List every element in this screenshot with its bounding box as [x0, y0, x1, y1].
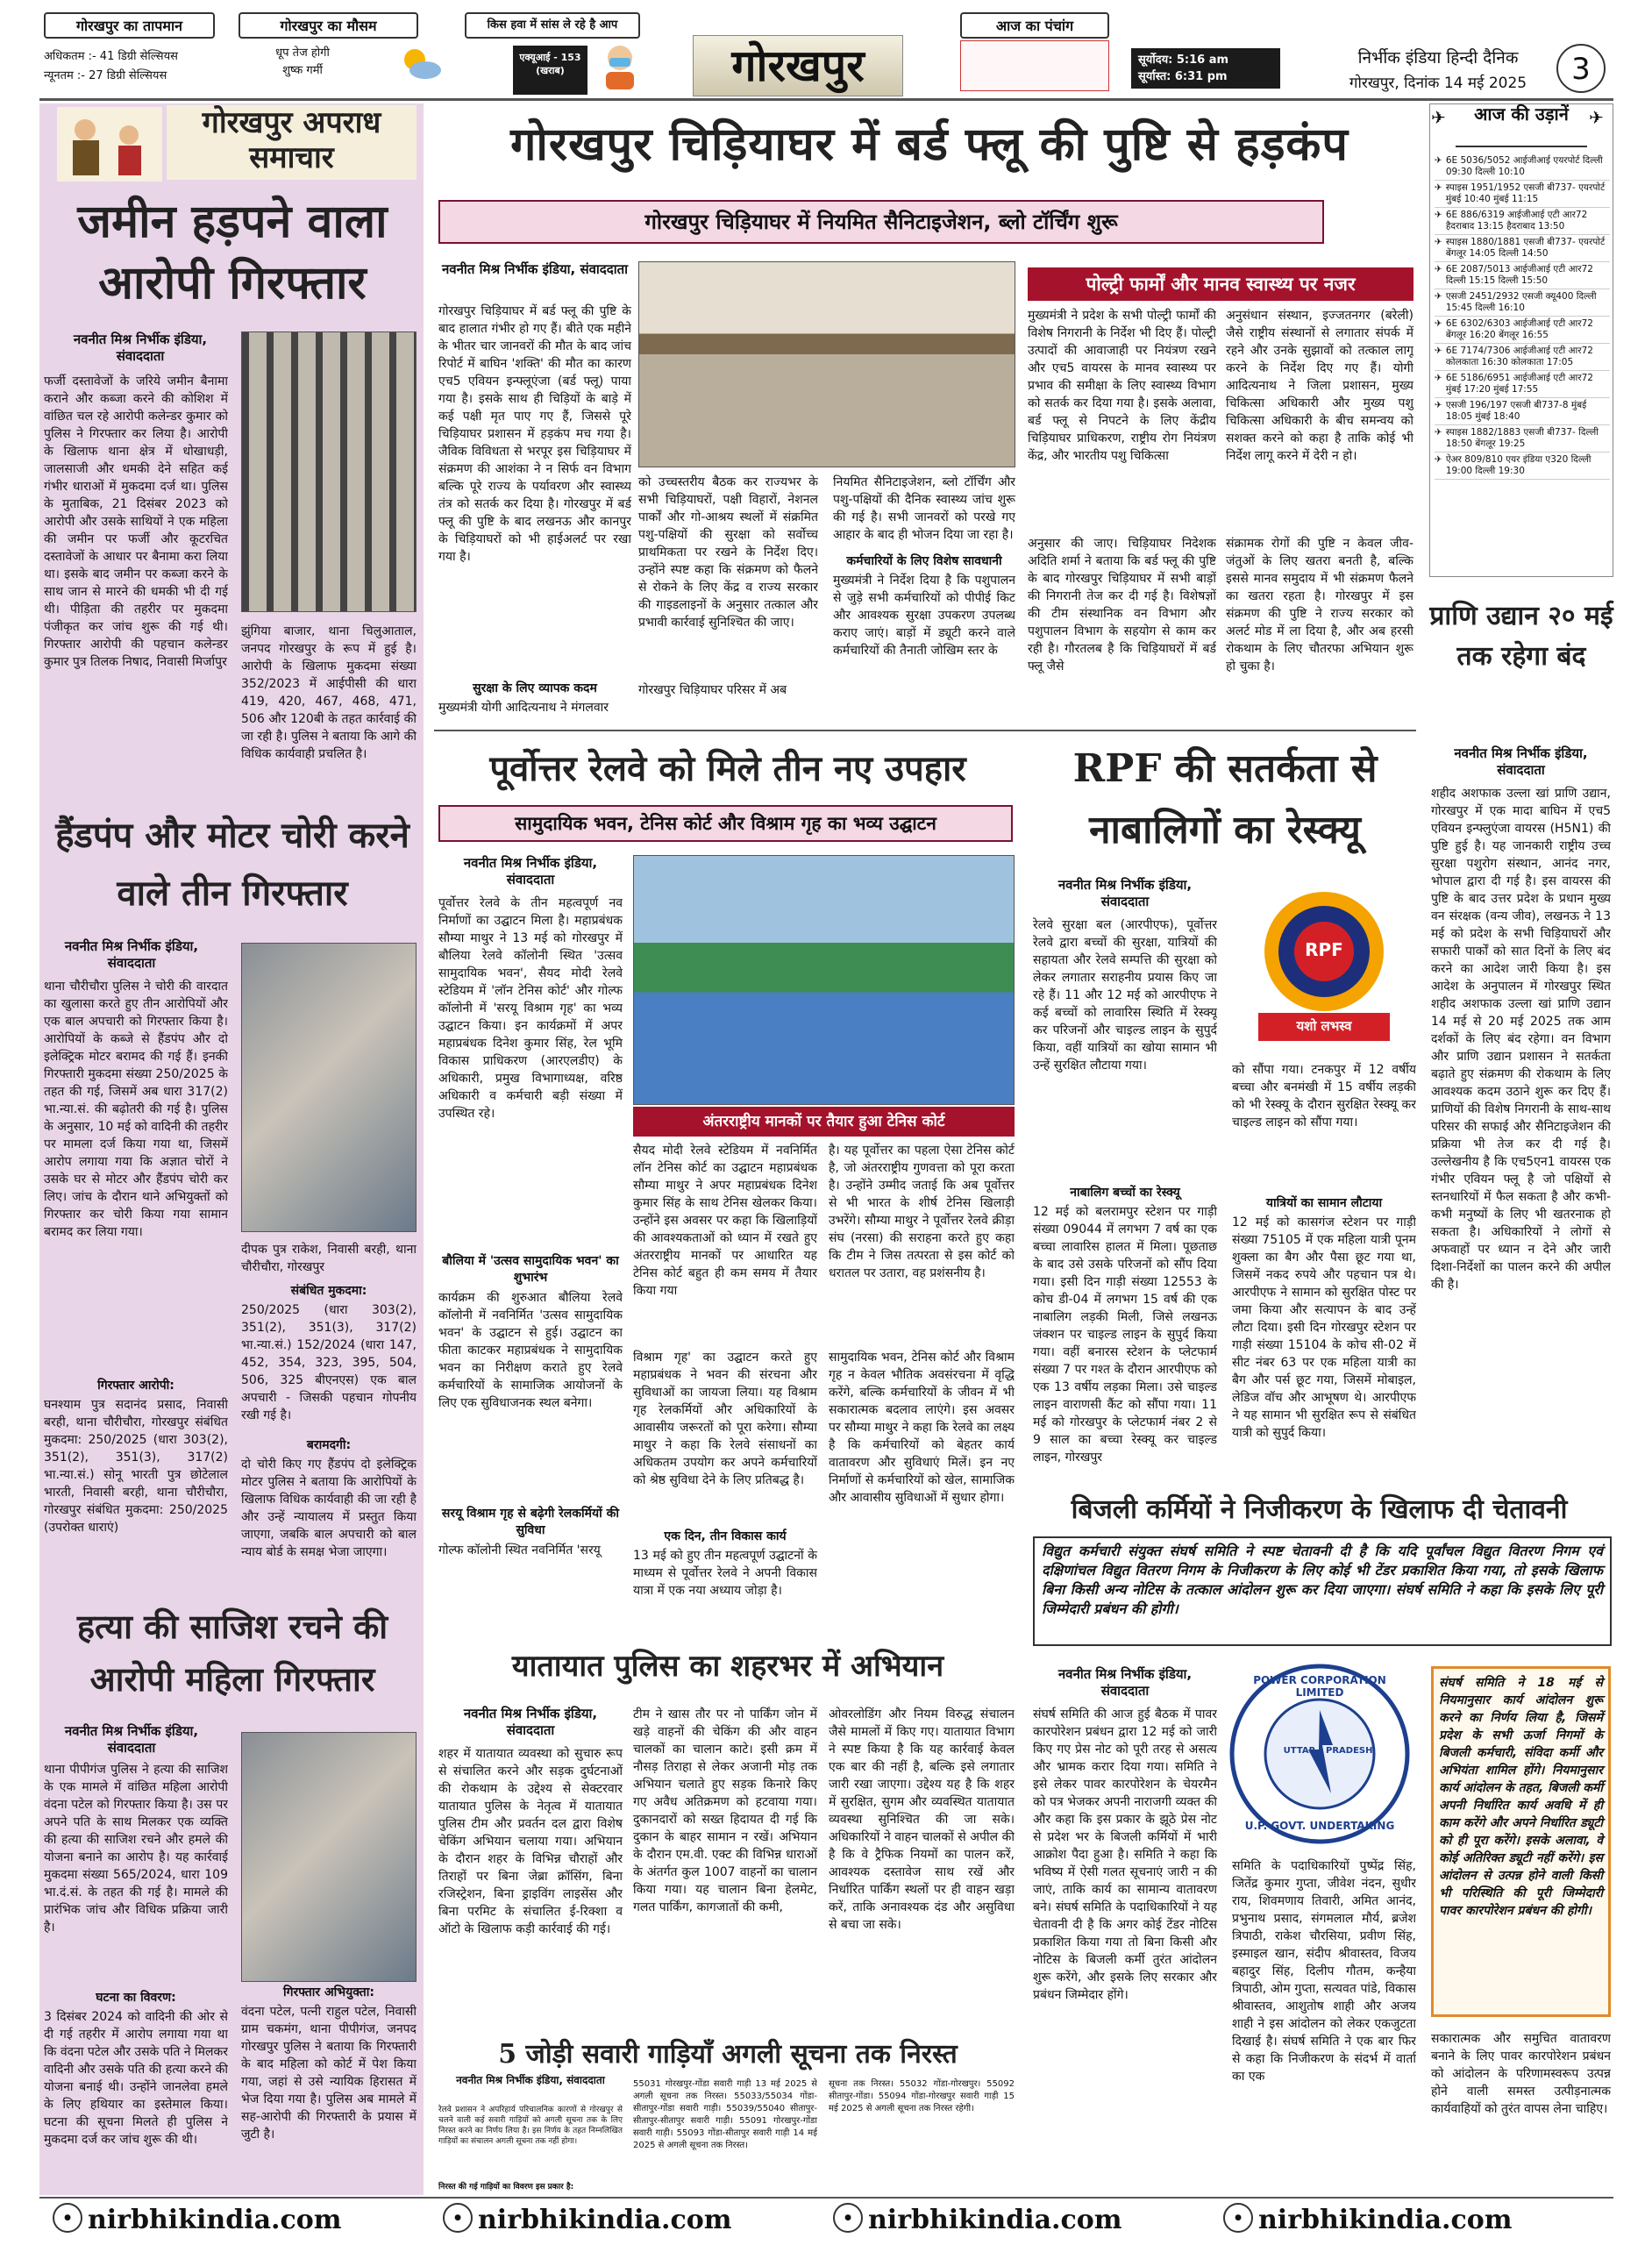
footer-site-2[interactable]: nirbhikindia.com [478, 2205, 732, 2235]
railway-bottom-left: विश्राम गृह' का उद्घाटन करते हुए महाप्रबंधक ने भवन की संरचना और सुविधाओं का जायजा लिया। यह विश्राम गृह रेलकर्मियों और अधिकारियों के आवासीय जरूरतों को पूरा करेगा। सौम्या माथुर ने कहा कि रेलवे संसाधनों का अधिकतम उपयोग कर अपने कर्मचारियों को श्रेष्ठ सुविधा देने के लिए प्रतिबद्ध है। [633, 1351, 817, 1487]
flight-row: ✈ स्पाइस 1951/1952 एसजी बी737- एयरपोर्ट मुंबई 10:40 मुंबई 11:15 [1435, 181, 1610, 208]
pranai-headline: प्राणि उद्यान २० मई तक रहेगा बंद [1429, 601, 1613, 672]
aqi-value: एक्यूआई - 153 [519, 52, 581, 63]
trains-intro: रेलवे प्रशासन ने अपरिहार्य परिचालनिक कारणों से गोरखपुर से चलने वाली कई सवारी गाड़ियों को अगली सूचना तक के लिए निरस्त करने का निर्णय लिया है। इस निर्णय के तहत निम्नलिखित गाड़ियों का संचालन अगली सूचना तक नहीं होगा। [438, 2106, 623, 2146]
railway-bottom-sub: एक दिन, तीन विकास कार्य [664, 1529, 787, 1543]
airplane-icon-2: ✈ [1589, 107, 1604, 128]
railway-col1-c: गोल्फ कॉलोनी स्थित नवनिर्मित 'सरयू [438, 1543, 601, 1557]
crime-s3-incident: 3 दिसंबर 2024 को वादिनी की ओर से दी गई तहरीर में आरोप लगाया गया था कि वंदना पटेल और उसके पति ने मिलकर वादिनी और उसके पति की हत्या करने की योजना बनाई थी। उन्होंने जानलेवा हमले के लिए हथियार का इस्तेमाल किया। घटना की सूचना मिलते ही पुलिस ने मुकदमा दर्ज कर जांच शुरू की थी। [44, 2010, 228, 2147]
power-logo-top: POWER CORPORATION LIMITED [1253, 1674, 1386, 1699]
pranai-body: शहीद अशफाक उल्ला खां प्राणि उद्यान, गोरखपुर में एक मादा बाघिन में एच5 एवियन इन्फ्लुएंजा वायरस (H5N1) की पुष्टि हुई है। यह जानकारी राष्ट्रीय उच्च सुरक्षा पशुरोग संस्थान, आनंद नगर, भोपाल द्वारा दी गई है। इस वायरस की पुष्टि के बाद उत्तर प्रदेश के प्रधान मुख्य वन संरक्षक (वन्य जीव), लखनऊ ने 13 मई को प्रदेश के सभी चिड़ियाघरों और सफारी पार्कों को सात दिनों के लिए बंद करने का आदेश जारी किया है। इस आदेश के अनुपालन में गोरखपुर स्थित शहीद अशफाक उल्ला खां प्राणि उद्यान 14 मई से 20 मई 2025 तक आम दर्शकों के लिए बंद रहेगा। वन विभाग और प्राणि उद्यान प्रशासन ने सतर्कता बढ़ाते हुए संक्रमण की रोकथाम के लिए आवश्यक कदम उठाने शुरू कर दिए हैं। प्राणियों की विशेष निगरानी के साथ-साथ परिसर की सफाई और सैनिटाइजेशन की प्रक्रिया भी तेज कर दी गई है। उल्लेखनीय है कि एच5एन1 वायरस एक गंभीर एवियन फ्लू है जो पक्षियों से स्तनधारियों में फैल सकता है और कभी-कभी मनुष्यों के लिए भी खतरनाक हो सकता है। अधिकारियों ने लोगों से अफवाहों पर ध्यान न देने और जारी दिशा-निर्देशों का पालन करने की अपील की है। [1431, 787, 1611, 1292]
railway-bottom-right: सामुदायिक भवन, टेनिस कोर्ट और विश्राम गृह न केवल भौतिक अवसंरचना में वृद्धि करेंगे, बल्कि कर्मचारियों के जीवन में भी सकारात्मक बदलाव लाएंगे। इस अवसर पर सौम्या माथुर ने कहा कि रेलवे का लक्ष्य है कि कर्मचारियों को बेहतर कार्य वातावरण और सुविधाएं मिलें। इन नए निर्माणों से कर्मचारियों को खेल, सामाजिक और आवासीय सुविधाओं में सुधार होगा। [829, 1351, 1015, 1505]
zoo-col1-b: मुख्यमंत्री योगी आदित्यनाथ ने मंगलवार [438, 701, 609, 715]
poultry-right2: संक्रामक रोगों की पुष्टि न केवल जीव-जंतुओं के लिए खतरा बनती है, बल्कि इससे मानव समुदाय में भी संक्रमण फैलने का खतरा रहता है। गोरखपुर में इस संक्रमण की पुष्टि ने राज्य सरकार को अलर्ट मोड में ला दिया है, और अब हरसी रोकथाम के लिए चौतरफा अभियान शुरू हो चुका है। [1226, 537, 1413, 674]
crime-s2-byline: नवनीत मिश्र निर्भीक इंडिया, संवाददाता [64, 938, 199, 971]
power-logo-mid1: UTTAR [1283, 1746, 1316, 1756]
footer-site-3[interactable]: nirbhikindia.com [868, 2205, 1122, 2235]
rpf-motto: यशो लभस्व [1296, 1018, 1352, 1034]
electric-byline: नवनीत मिश्र निर्भीक इंडिया, संवाददाता [1057, 1666, 1193, 1699]
rpf-headline: RPF की सतर्कता से नाबालिगों का रेस्क्यू [1072, 746, 1378, 852]
press-icon: ● [53, 2203, 82, 2233]
flight-icon: ✈ [1435, 400, 1442, 410]
rpf-logo-text: RPF [1305, 939, 1343, 960]
airplane-icon: ✈ [1431, 107, 1446, 128]
flight-icon: ✈ [1435, 373, 1442, 383]
press-icon: ● [443, 2203, 473, 2233]
crime-s2-body: थाना चौरीचौरा पुलिस ने चोरी की वारदात का खुलासा करते हुए तीन आरोपियों और एक बाल अपचारी को गिरफ्तार किया है। आरोपियों के कब्जे से हैंडपंप और दो इलेक्ट्रिक मोटर बरामद की गई हैं। इनकी गिरफ्तारी मुकदमा संख्या 250/2025 के तहत की गई, जिसमें अब धारा 317(2) भा.न्या.सं. की बढ़ोतरी की गई है। पुलिस के अनुसार, 10 मई को वादिनी की तहरीर पर मामला दर्ज किया गया था, जिसमें आरोप लगाया गया कि अज्ञात चोरों ने उसके घर से मोटर और हैंडपंप चोरी कर लिए। जांच के दौरान थाने अभियुक्तों को गिरफ्तार कर चोरी किया गया सामान बरामद कर लिया गया। [44, 980, 228, 1239]
railway-col1-sub2: सरयू विश्राम गृह से बढ़ेगी रेलकर्मियों की सुविधा [441, 1507, 620, 1537]
zoo-col3: नियमित सैनिटाइजेशन, ब्लो टॉर्चिंग और पशु-पक्षियों की दैनिक स्वास्थ्य जांच शुरू की गई है। सभी जानवरों को परखे गए आहार के बाद ही भोजन दिया जा रहा है। [833, 475, 1015, 542]
flight-row: ✈ 6E 5036/5052 आईजीआई एयरपोर्ट दिल्ली 09:30 दिल्ली 10:10 [1435, 153, 1610, 181]
rpf-byline: नवनीत मिश्र निर्भीक इंडिया, संवाददाता [1057, 877, 1193, 909]
crime-s3-accused: वंदना पटेल, पत्नी राहुल पटेल, निवासी ग्राम चकमंग, थाना पीपीगंज, जनपद गोरखपुर पुलिस ने बताया कि गिरफ्तारी के बाद महिला को कोर्ट में पेश किया गया, जहां से उसे न्यायिक हिरासत में भेज दिया गया है। पुलिस अब मामले में सह-आरोपी की गिरफ्तारी के प्रयास में जुटी है। [241, 2005, 417, 2142]
zoo-col1-sub: सुरक्षा के लिए व्यापक कदम [473, 681, 597, 695]
sunset-time: सूर्यास्त: 6:31 pm [1138, 70, 1228, 83]
page-number: 3 [1556, 44, 1606, 93]
flight-row: ✈ 6E 2087/5013 आईजीआई एटी आर72 दिल्ली 15:15 दिल्ली 15:50 [1435, 262, 1610, 289]
tennis-photo [633, 855, 1015, 1105]
electric-body2: समिति के पदाधिकारियों पुष्पेंद्र सिंह, जितेंद्र कुमार गुप्ता, जीवेश नंदन, सुधीर राय, शिवमणाय तिवारी, अमित आनंद, प्रभुनाथ प्रसाद, संगमलाल मौर्य, ब्रजेश त्रिपाठी, राकेश चौरसिया, प्रवीण सिंह, इस्माइल खान, संदीप श्रीवास्तव, विजय बहादुर सिंह, दिलीप गौतम, कन्हैया त्रिपाठी, ओम गुप्ता, सत्यवत पांडे, विकास श्रीवास्तव, आशुतोष शाही और अजय शाही ने इस आंदोलन को लेकर एकजुटता दिखाई है। संघर्ष समिति ने एक बार फिर से कहा कि निजीकरण के संदर्भ में वार्ता का एक [1232, 1859, 1416, 2084]
flights-title: आज की उड़ानें [1456, 103, 1587, 147]
rpf-sub2: यात्रियों का सामान लौटाया [1265, 1196, 1383, 1210]
trains-list2: सूचना तक निरस्त। 55032 गोंडा-गोरखपुर। 55092 सीतापुर-गोंडा। 55094 गोंडा-गोरखपुर सवारी गाड़ी 15 मई 2025 से अगली सूचना तक निरस्त रहेगी। [829, 2079, 1015, 2113]
zoo-subhead: गोरखपुर चिड़ियाघर में नियमित सैनिटाइजेशन, ब्लो टॉर्चिंग शुरू [438, 200, 1324, 244]
zoo-headline: गोरखपुर चिड़ियाघर में बर्ड फ्लू की पुष्टि से हड़कंप [510, 118, 1349, 171]
trains-headline: 5 जोड़ी सवारी गाड़ियाँ अगली सूचना तक निरस्त [498, 2039, 958, 2070]
flight-icon: ✈ [1435, 318, 1442, 329]
electric-box: विद्युत कर्मचारी संयुक्त संघर्ष समिति ने स्पष्ट चेतावनी दी है कि यदि पूर्वांचल विद्युत वितरण निगम एवं दक्षिणांचल विद्युत वितरण निगम के निजीकरण के लिए कोई भी टेंडर प्रकाशित किया गया, तो इसके खिलाफ बिना किसी अन्य नोटिस के तत्काल आंदोलन शुरू कर दिया जाएगा। संघर्ष समिति ने कहा कि इसके लिए पूरी जिम्मेदारी प्रबंधन की होगी। [1033, 1536, 1612, 1646]
aqi-badge [513, 46, 587, 95]
zoo-byline: नवनीत मिश्र निर्भीक इंडिया, संवाददाता [441, 261, 629, 277]
trains-list-label: निरस्त की गई गाड़ियों का विवरण इस प्रकार है: [438, 2183, 574, 2192]
poultry-right: अनुसंधान संस्थान, इज्जतनगर (बरेली) जैसे राष्ट्रीय संस्थानों से लगातार संपर्क में रहने और उनके सुझावों को तत्काल लागू करने के निर्देश दिए गए हैं। योगी आदित्यनाथ ने जिला प्रशासन, मुख्य चिकित्सा अधिकारी और मुख्य पशु चिकित्सा अधिकारी के बीच समन्वय को सशक्त करने को कहा है ताकि कोई भी निर्देश लागू करने में देरी न हो। [1226, 309, 1413, 463]
rpf-logo [1232, 873, 1416, 1052]
rpf-body1: रेलवे सुरक्षा बल (आरपीएफ), पूर्वोत्तर रेलवे द्वारा बच्चों की सुरक्षा, यात्रियों की सहायता और रेलवे सम्पत्ति की सुरक्षा को लेकर लगातार सराहनीय प्रयास किए जा रहे हैं। 11 और 12 मई को आरपीएफ ने कई बच्चों को लावारिस स्थिति में रेस्क्यू कर परिजनों और चाइल्ड लाइन के सुपुर्द किया, वहीं यात्रियों का खोया सामान भी उन्हें सुरक्षित लौटाया गया। [1033, 918, 1217, 1073]
railway-col1: पूर्वोत्तर रेलवे के तीन महत्वपूर्ण नव निर्माणों का उद्घाटन मिला है। महाप्रबंधक सौम्या माथुर ने 13 मई को गोरखपुर में बौलिया रेलवे कॉलोनी स्थित 'उत्सव सामुदायिक भवन', सैयद मोदी रेलवे स्टेडियम में 'लॉन टेनिस कोर्ट' और गोल्फ कॉलोनी में 'सरयू विश्राम गृह' का भव्य उद्घाटन किया। इन कार्यक्रमों में अपर महाप्रबंधक दिनेश कुमार सिंह, रेल भूमि विकास प्राधिकरण (आरएलडीए) के अधिकारी, प्रमुख विभागाध्यक्ष, वरिष्ठ अधिकारी व कर्मचारी बड़ी संख्या में उपस्थित रहे। [438, 896, 623, 1121]
flight-row: ✈ एसजी 196/197 एसजी बी737-8 मुंबई 18:05 मुंबई 18:40 [1435, 398, 1610, 425]
tennis-left: सैयद मोदी रेलवे स्टेडियम में नवनिर्मित लॉन टेनिस कोर्ट का उद्घाटन महाप्रबंधक सौम्या माथुर ने अपर महाप्रबंधक दिनेश कुमार सिंह के साथ टेनिस खेलकर किया। उन्होंने इस अवसर पर कहा कि खिलाड़ियों की आवश्यकताओं को ध्यान में रखते हुए अंतरराष्ट्रीय मानकों पर आधारित यह टेनिस कोर्ट बहुत ही कम समय में तैयार किया गया [633, 1144, 817, 1298]
flight-row: ✈ 6E 6302/6303 आईजीआई एटी आर72 बेंगलूर 16:20 बेंगलूर 16:55 [1435, 317, 1610, 344]
tennis-headline: अंतरराष्ट्रीय मानकों पर तैयार हुआ टेनिस कोर्ट [633, 1107, 1015, 1137]
electric-body1: संघर्ष समिति की आज हुई बैठक में पावर कारपोरेशन प्रबंधन द्वारा 12 मई को जारी किए गए प्रेस नोट को पूरी तरह से असत्य और भ्रामक करार दिया गया। समिति ने इसे लेकर पावर कारपोरेशन के चेयरमैन को पत्र भेजकर अपनी नाराजगी व्यक्त की और कहा कि इस प्रकार के झूठे प्रेस नोट से प्रदेश भर के बिजली कर्मियों में भारी आक्रोश पैदा हुआ है। समिति ने कहा कि भविष्य में ऐसी गलत सूचनाएं जारी न की जाएं, ताकि कार्य का सामान्य वातावरण बने। संघर्ष समिति के पदाधिकारियों ने यह चेतावनी दी है कि अगर कोई टेंडर नोटिस प्रकाशित किया गया तो बिना किसी और नोटिस के बिजली कर्मी तुरंत आंदोलन शुरू करेंगे, और इसके लिए सरकार और प्रबंधन जिम्मेदार होंगे। [1033, 1707, 1217, 2002]
power-logo-bottom: U.P. GOVT. UNDERTAKING [1244, 1820, 1395, 1832]
power-logo-mid2: PRADESH [1326, 1746, 1373, 1756]
woman-arrest-photo [241, 1732, 417, 1982]
traffic-byline: नवनीत मिश्र निर्भीक इंडिया, संवाददाता [463, 1706, 598, 1738]
railway-headline: पूर्वोत्तर रेलवे को मिले तीन नए उपहार [489, 748, 966, 789]
flight-icon: ✈ [1435, 237, 1442, 247]
zoo-col1: गोरखपुर चिड़ियाघर में बर्ड फ्लू की पुष्टि के बाद हालात गंभीर हो गए हैं। बीते एक महीने के भीतर चार जानवरों की मौत के बाद जांच रिपोर्ट में बाघिन 'शक्ति' की मौत का कारण एच5 एवियन इन्फ्लूएंजा (बर्ड फ्लू) पाया गया है। इसके साथ ही चिड़ियों के बाड़े में कई पक्षी मृत पाए गए हैं, जिससे पूरे चिड़ियाघर प्रशासन में हड़कंप मच गया है। जैविक विविधता से भरपूर इस चिड़ियाघर में संक्रमण की आशंका ने न सिर्फ वन विभाग बल्कि पूरे राज्य के पर्यावरण और स्वास्थ्य तंत्र को सतर्क कर दिया है। गोरखपुर में बर्ड फ्लू की पुष्टि के बाद लखनऊ और कानपुर के चिड़ियाघरों को भी हाईअलर्ट पर रखा गया है। [438, 304, 631, 564]
flight-icon: ✈ [1435, 155, 1442, 166]
flight-row: ✈ 6E 5186/6951 आईजीआई एटी आर72 मुंबई 17:20 मुंबई 17:55 [1435, 371, 1610, 398]
flight-icon: ✈ [1435, 427, 1442, 438]
footer-rule [39, 2197, 1613, 2199]
crime-s2-case: 250/2025 (धारा 303(2), 351(2), 351(3), 317(2) भा.न्या.सं.) 152/2024 (धारा 147, 452, 354, 323, 395, 504, 506, 325 बीएनएस) एक बाल अपचारी - जिसकी पहचान गोपनीय रखी गई है। [241, 1303, 417, 1422]
flight-icon: ✈ [1435, 291, 1442, 302]
cm-meeting-photo [638, 261, 1015, 467]
jail-photo [241, 331, 417, 612]
sun-cloud-icon [399, 46, 443, 81]
flight-icon: ✈ [1435, 454, 1442, 465]
poultry-left2: अनुसार की जाए। चिड़ियाघर निदेशक अदिति शर्मा ने बताया कि बर्ड फ्लू की पुष्टि के बाद गोरखपुर चिड़ियाघर में सभी बाड़ों की निगरानी तेज कर दी गई है। विशेषज्ञों की टीम संस्थानिक वन विभाग और पशुपालन विभाग के सहयोग से काम कर रही है। गौरतलब है कि चिड़ियाघरों में बर्ड फ्लू जैसे [1028, 537, 1216, 674]
trains-list1: 55031 गोरखपुर-गोंडा सवारी गाड़ी 13 मई 2025 से अगली सूचना तक निरस्त। 55033/55034 गोंडा-सीतापुर-गोंडा सवारी गाड़ी। 55039/55040 सीतापुर-सीतापुर-सीतापुर सवारी गाड़ी। 55091 गोरखपुर-गोंडा सवारी गाड़ी। 55093 गोंडा-सीतापुर सवारी गाड़ी 14 मई 2025 से अगली सूचना तक निरस्त। [633, 2079, 817, 2150]
traffic-col1: शहर में यातायात व्यवस्था को सुचारु रूप से संचालित करने और सड़क दुर्घटनाओं की रोकथाम के उद्देश्य से सेक्टरवार यातायात पुलिस के नेतृत्व में यातायात पुलिस टीम और प्रवर्तन दल द्वारा विशेष चेकिंग अभियान चलाया गया। अभियान के दौरान शहर के विभिन्न चौराहों और तिराहों पर बिना जेब्रा क्रॉसिंग, बिना रजिस्ट्रेशन, बिना ड्राइविंग लाइसेंस और बिना परमिट के संचालित ई-रिक्शा व ऑटो के खिलाफ कड़ी कार्रवाई की गई। [438, 1747, 623, 1936]
sun-times [1131, 48, 1280, 89]
weather-line1: धूप तेज होगी [275, 46, 330, 60]
panchang-title: आज का पंचांग [960, 12, 1109, 39]
sunrise-time: सूर्योदय: 5:16 am [1138, 53, 1229, 67]
crime-s1-body: फर्जी दस्तावेजों के जरिये जमीन बैनामा कराने और कब्जा करने की कोशिश में वांछित चल रहे आरोपी कलेन्डर कुमार को पुलिस ने गिरफ्तार कर लिया है। आरोपी के खिलाफ थाना क्षेत्र में धोखाधड़ी, जालसाजी और धमकी देने सहित कई गंभीर धाराओं में मुकदमा दर्ज था। पुलिस के मुताबिक, 21 दिसंबर 2023 को आरोपी और उसके साथियों ने एक महिला की जमीन पर फर्जी और कूटरचित दस्तावेजों के आधार पर बैनामा करा लिया था। इसके बाद जमीन पर कब्जा करने के साथ जान से मारने की धमकी भी दी गई थी। पीड़िता की तहरीर पर मुकदमा पंजीकृत कर जांच शुरू की गई थी। गिरफ्तार आरोपी की पहचान कलेन्डर कुमार पुत्र तिलक निषाद, निवासी मिर्जापुर [44, 374, 228, 669]
paper-name: निर्भीक इंडिया हिन्दी दैनिक [1357, 48, 1519, 68]
city-title: गोरखपुर [693, 35, 903, 96]
crime-s2-case-label: संबंधित मुकदमा: [290, 1284, 367, 1298]
paper-date: गोरखपुर, दिनांक 14 मई 2025 [1349, 75, 1527, 92]
flights-list [1435, 153, 1610, 480]
aqi-title: किस हवा में सांस ले रहे है आप [465, 12, 640, 39]
crime-banner: गोरखपुर अपराध समाचार [167, 105, 417, 180]
crime-s1-body2: झुंगिया बाजार, थाना चिलुआताल, जनपद गोरखपुर के रूप में हुई है। आरोपी के खिलाफ मुकदमा संख्या 352/2023 में आईपीसी की धारा 419, 420, 467, 468, 471, 506 और 120बी के तहत कार्रवाई की जा रही है। पुलिस ने बताया कि आगे की विधिक कार्यवाही प्रचलित है। [241, 624, 417, 761]
temp-title: गोरखपुर का तापमान [44, 12, 215, 39]
rpf-sub1: नाबालिग बच्चों का रेस्क्यू [1070, 1186, 1180, 1200]
crime-s2-headline: हैंडपंप और मोटर चोरी करने वाले तीन गिरफ्तार [55, 815, 409, 914]
police-icon [57, 107, 162, 182]
flight-row: ✈ ऐअर 809/810 एयर इंडिया ए320 दिल्ली 19:00 दिल्ली 19:30 [1435, 453, 1610, 480]
flight-row: ✈ 6E 886/6319 आईजीआई एटी आर72 हैदराबाद 13:15 हैदराबाद 13:50 [1435, 208, 1610, 235]
electric-body3: सकारात्मक और समुचित वातावरण बनाने के लिए पावर कारपोरेशन प्रबंधन को आंदोलन के परिणामस्वरूप उत्पन्न होने वाली समस्त उत्पीड़नात्मक कार्यवाहियों को तुरंत वापस लेना चाहिए। [1431, 2032, 1611, 2116]
press-icon: ● [833, 2203, 863, 2233]
rpf-body2: 12 मई को बलरामपुर स्टेशन पर गाड़ी संख्या 09044 में लगभग 7 वर्ष का एक बच्चा लावारिस हालत में मिला। पूछताछ के बाद उसे उसके परिजनों को सौंप दिया गया। इसी दिन गाड़ी संख्या 12553 के कोच डी-04 में लगभग 15 वर्ष की एक नाबालिग लड़की मिली, जिसे लखनऊ जंक्शन पर चाइल्ड लाइन के सुपुर्द किया गया। वहीं बनारस स्टेशन के प्लेटफार्म संख्या 7 पर गश्त के दौरान आरपीएफ को एक 13 वर्षीय लड़का मिला। उसे चाइल्ड लाइन वाराणसी कैंट को सौंपा गया। 11 मई को गोरखपुर के प्लेटफार्म नंबर 2 से 9 साल का बच्चा रेस्क्यू कर चाइल्ड लाइन, गोरखपुर [1033, 1205, 1217, 1465]
flight-icon: ✈ [1435, 210, 1442, 220]
power-corp-logo [1228, 1662, 1412, 1846]
crime-s3-incident-label: घटना का विवरण: [96, 1991, 176, 2005]
railway-subhead: सामुदायिक भवन, टेनिस कोर्ट और विश्राम गृह का भव्य उद्घाटन [438, 805, 1013, 842]
crime-s3-headline: हत्या की साजिश रचने की आरोपी महिला गिरफ्तार [76, 1607, 388, 1699]
temp-max: अधिकतम :- 41 डिग्री सेल्सियस [44, 50, 178, 63]
rpf-body3: 12 मई को कासगंज स्टेशन पर गाड़ी संख्या 75105 में एक महिला यात्री पूनम शुक्ला का बैग और पैसा छूट गया था, जिसमें नकद रुपये और पहचान पत्र थे। आरपीएफ ने सामान को सुरक्षित पोस्ट पर जमा किया और सत्यापन के बाद उन्हें लौटा दिया। इसी दिन गोरखपुर स्टेशन पर गाड़ी संख्या 15104 के कोच सी-02 में सीट नंबर 63 पर एक महिला यात्री का बैग और पर्स छूट गया, जिसमें मोबाइल, लेडिज वॉच और आभूषण थे। आरपीएफ ने यह सामान भी सुरक्षित रूप से संबंधित यात्री को सुपुर्द किया। [1232, 1215, 1416, 1440]
flight-row: ✈ एसजी 2451/2932 एसजी क्यू400 दिल्ली 15:45 दिल्ली 16:10 [1435, 289, 1610, 317]
electric-headline: बिजली कर्मियों ने निजीकरण के खिलाफ दी चेतावनी [1071, 1494, 1568, 1525]
tennis-right: है। यह पूर्वोत्तर का पहला ऐसा टेनिस कोर्ट है, जो अंतरराष्ट्रीय गुणवत्ता को पूरा करता है। उन्होंने उम्मीद जताई कि अब पूर्वोत्तर से भी भारत के शीर्ष टेनिस खिलाड़ी उभरेंगे। सौम्या माथुर ने पूर्वोत्तर रेलवे क्रीड़ा संघ (नरसा) की सराहना करते हुए कहा कि टीम ने जिस तत्परता से इस कोर्ट को धरातल पर उतारा, वह प्रशंसनीय है। [829, 1144, 1015, 1280]
poultry-left: मुख्यमंत्री ने प्रदेश के सभी पोल्ट्री फार्मों की विशेष निगरानी के निर्देश भी दिए हैं। पोल्ट्री उत्पादों की आवाजाही पर नियंत्रण रखने और एच5 वायरस के मानव स्वास्थ्य पर प्रभाव की समीक्षा के लिए स्वास्थ्य विभाग को सतर्क कर दिया गया है। इसके अलावा, बर्ड फ्लू से निपटने के लिए केंद्रीय चिड़ियाघर प्राधिकरण, राष्ट्रीय रोग नियंत्रण केंद्र, और भारतीय पशु चिकित्सा [1028, 309, 1216, 463]
flight-icon: ✈ [1435, 346, 1442, 356]
crime-s3-accused-label: गिरफ्तार अभियुक्ता: [283, 1985, 374, 1999]
crime-s1-headline: जमीन हड़पने वाला आरोपी गिरफ्तार [77, 195, 388, 310]
zoo-col3-sub: कर्मचारियों के लिए विशेष सावधानी [846, 554, 1002, 568]
zoo-col2: को उच्चस्तरीय बैठक कर राज्यभर के सभी चिड़ियाघरों, पक्षी विहारों, नेशनल पार्कों और गो-आश्रय स्थलों में संक्रमित पशु-पक्षियों की सुरक्षा को सर्वोच्च प्राथमिकता पर रखने के निर्देश दिए। उन्होंने स्पष्ट कहा कि संक्रमण को फैलने से रोकने के लिए केंद्र व राज्य सरकार की गाइडलाइनों के अनुसार तत्काल और प्रभावी कार्रवाई सुनिश्चित की जाए। [638, 475, 818, 630]
railway-col1-b: कार्यक्रम की शुरुआत बौलिया रेलवे कॉलोनी में नवनिर्मित 'उत्सव सामुदायिक भवन' के उद्घाटन से हुई। उद्घाटन का फीता काटकर महाप्रबंधक ने सामुदायिक भवन का निरीक्षण कराते हुए रेलवे कर्मचारियों के सामाजिक आयोजनों के लिए एक सुविधाजनक स्थल बनेगा। [438, 1291, 623, 1410]
flight-icon: ✈ [1435, 264, 1442, 274]
crime-s2-col2: दीपक पुत्र राकेश, निवासी बरही, थाना चौरीचौरा, गोरखपुर [241, 1243, 417, 1274]
press-icon: ● [1223, 2203, 1253, 2233]
footer-site-4[interactable]: nirbhikindia.com [1258, 2205, 1513, 2235]
temp-min: न्यूनतम :- 27 डिग्री सेल्सियस [44, 69, 167, 82]
crime-s1-byline: नवनीत मिश्र निर्भीक इंडिया, संवाददाता [73, 331, 208, 364]
mask-person-icon [601, 42, 640, 90]
traffic-col2: टीम ने खास तौर पर नो पार्किंग जोन में खड़े वाहनों की चेकिंग की और वाहन चालकों का चालान काटे। इसी क्रम में नौसड़ तिराहा से लेकर अजानी मोड़ तक अभियान चलाते हुए सड़क किनारे किए गए अवैध अतिक्रमण को हटवाया गया। दुकानदारों को सख्त हिदायत दी गई कि दुकान के बाहर सामान न रखें। अभियान के दौरान एम.वी. एक्ट की विभिन्न धाराओं के अंतर्गत कुल 1007 वाहनों का चालान किया गया। यह चालान बिना हेलमेट, गलत पार्किंग, कागजातों की कमी, [633, 1707, 817, 1914]
aqi-status: (खराब) [536, 65, 565, 76]
traffic-col3: ओवरलोडिंग और नियम विरुद्ध संचालन जैसे मामलों में किए गए। यातायात विभाग ने स्पष्ट किया है कि यह कार्रवाई केवल एक बार की नहीं है, बल्कि इसे लगातार जारी रखा जाएगा। उद्देश्य यह है कि शहर में सुरक्षित, सुगम और व्यवस्थित यातायात व्यवस्था सुनिश्चित की जा सके। अधिकारियों ने वाहन चालकों से अपील की है कि वे ट्रैफिक नियमों का पालन करें, आवश्यक दस्तावेज साथ रखें और निर्धारित पार्किंग स्थलों पर ही वाहन खड़ा करें, ताकि अनावश्यक दंड और असुविधा से बचा जा सके। [829, 1707, 1015, 1932]
electric-callout: संघर्ष समिति ने 18 मई से नियमानुसार कार्य आंदोलन शुरू करने का निर्णय लिया है, जिसमें प्रदेश के सभी ऊर्जा निगमों के बिजली कर्मचारी, संविदा कर्मी और अभियंता शामिल होंगे। नियमानुसार कार्य आंदोलन के तहत, बिजली कर्मी अपनी निर्धारित कार्य अवधि में ही काम करेंगे और अपने निर्धारित ड्यूटी को ही पूरा करेंगे। इसके अलावा, वे कोई अतिरिक्त ड्यूटी नहीं करेंगे। इस आंदोलन से उत्पन्न होने वाली किसी भी परिस्थिति की पूरी जिम्मेदारी पावर कारपोरेशन प्रबंधन की होगी। [1431, 1666, 1611, 2017]
thieves-photo [241, 943, 417, 1232]
trains-byline: नवनीत मिश्र निर्भीक इंडिया, संवाददाता [456, 2074, 605, 2086]
flight-row: ✈ स्पाइस 1880/1881 एसजी बी737- एयरपोर्ट बेंगलूर 14:05 दिल्ली 14:50 [1435, 235, 1610, 262]
flight-icon: ✈ [1435, 182, 1442, 193]
panchang-box [960, 40, 1109, 91]
zoo-col3-b: मुख्यमंत्री ने निर्देश दिया है कि पशुपालन से जुड़े सभी कर्मचारियों को पीपीई किट और आवश्यक सुरक्षा उपकरण उपलब्ध कराए जाएं। बाड़ों में ड्यूटी करने वाले कर्मचारियों की तैनाती जोखिम स्तर के [833, 574, 1015, 658]
crime-s2-recovery-label: बरामदगी: [306, 1438, 352, 1452]
weather-title: गोरखपुर का मौसम [239, 12, 418, 39]
crime-s2-recovery: दो चोरी किए गए हैंडपंप दो इलेक्ट्रिक मोटर पुलिस ने बताया कि आरोपियों के खिलाफ विधिक कार्यवाही की जा रही है और उन्हें न्यायालय में प्रस्तुत किया जाएगा, जबकि बाल अपचारी को बाल न्याय बोर्ड के समक्ष भेजा जाएगा। [241, 1457, 417, 1559]
railway-byline: नवनीत मिश्र निर्भीक इंडिया, संवाददाता [463, 855, 598, 887]
zoo-section-rule [434, 730, 1416, 731]
rpf-body1r: को सौंपा गया। टनकपुर में 12 वर्षीय बच्चा और बनमंखी में 15 वर्षीय लड़की को भी रेस्क्यू के दौरान सुरक्षित रेस्क्यू कर चाइल्ड लाइन को सौंपा गया। [1232, 1063, 1416, 1130]
pranai-byline: नवनीत मिश्र निर्भीक इंडिया, संवाददाता [1454, 745, 1588, 778]
poultry-headline: पोल्ट्री फार्मों और मानव स्वास्थ्य पर नजर [1028, 267, 1413, 301]
flight-row: ✈ 6E 7174/7306 आईजीआई एटी आर72 कोलकाता 16:30 कोलकाता 17:05 [1435, 344, 1610, 371]
crime-s2-arrested: घनश्याम पुत्र सदानंद प्रसाद, निवासी बरही, थाना चौरीचौरा, गोरखपुर संबंधित मुकदमा: 250/2025 (धारा 303(2), 351(2), 351(3), 317(2) भा.न्या.सं.) सोनू भारती पुत्र छोटेलाल भारती, निवासी बरही, थाना चौरीचौरा, गोरखपुर संबंधित मुकदमा: 250/2025 (उपरोक्त धाराएं) [44, 1398, 228, 1535]
crime-s3-body: थाना पीपीगंज पुलिस ने हत्या की साजिश के एक मामले में वांछित महिला आरोपी वंदना पटेल को गिरफ्तार किया है। उस पर अपने पति के साथ मिलकर एक व्यक्ति की हत्या की साजिश रचने और हमले की योजना बनाने का आरोप है। यह कार्रवाई मुकदमा संख्या 565/2024, धारा 109 भा.दं.सं. के तहत की गई है। मामले की प्रारंभिक जांच और विधिक प्रक्रिया जारी है। [44, 1763, 228, 1935]
crime-s2-arrested-label: गिरफ्तार आरोपी: [97, 1379, 174, 1393]
zoo-col2-b: गोरखपुर चिड़ियाघर परिसर में अब [638, 683, 787, 697]
masthead-rule [39, 98, 1613, 101]
crime-s3-byline: नवनीत मिश्र निर्भीक इंडिया, संवाददाता [64, 1723, 199, 1756]
weather-line2: शुष्क गर्मी [282, 64, 323, 77]
railway-col1-sub: बौलिया में 'उत्सव सामुदायिक भवन' का शुभारंभ [442, 1254, 619, 1285]
railway-bottom-left2: 13 मई को हुए तीन महत्वपूर्ण उद्घाटनों के माध्यम से पूर्वोत्तर रेलवे ने अपनी विकास यात्रा में एक नया अध्याय जोड़ा है। [633, 1549, 817, 1598]
flight-row: ✈ स्पाइस 1882/1883 एसजी बी737- दिल्ली 18:50 बेंगलूर 19:25 [1435, 425, 1610, 453]
traffic-headline: यातायात पुलिस का शहरभर में अभियान [511, 1649, 944, 1684]
footer-site-1[interactable]: nirbhikindia.com [88, 2205, 342, 2235]
